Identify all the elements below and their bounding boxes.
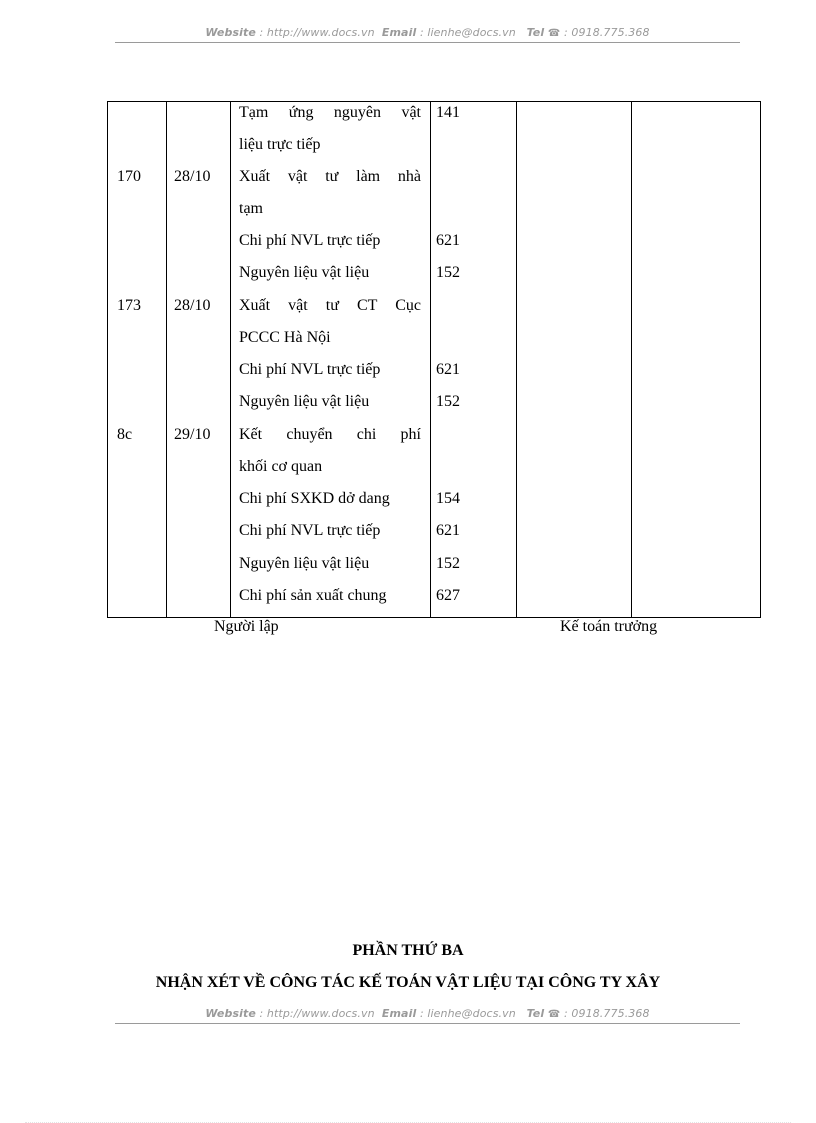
email-label: Email	[381, 26, 417, 39]
tel-value: : 0918.775.368	[564, 1007, 650, 1020]
table-row	[108, 193, 760, 225]
description: Chi phí sản xuất chung	[239, 587, 387, 604]
table-row	[108, 451, 760, 483]
website-label: Website	[205, 26, 256, 39]
table-row	[108, 386, 760, 418]
account-code: 621	[436, 232, 460, 249]
table-row	[108, 290, 760, 322]
description: Chi phí SXKD dở dang	[239, 490, 390, 507]
description: Nguyên liệu vật liệu	[239, 264, 370, 281]
voucher-date: 28/10	[174, 168, 211, 185]
table-row	[108, 354, 760, 386]
phone-icon: ☎	[547, 28, 561, 39]
voucher-number: 173	[117, 297, 141, 314]
table-row	[108, 515, 760, 547]
section-title: NHẬN XÉT VỀ CÔNG TÁC KẾ TOÁN VẬT LIỆU TẠI CÔNG TY XÂY	[155, 974, 661, 991]
account-code: 621	[436, 522, 460, 539]
table-row	[108, 161, 760, 193]
website-label: Website	[205, 1007, 256, 1020]
account-code: 154	[436, 490, 460, 507]
table-row	[108, 257, 760, 289]
voucher-date: 28/10	[174, 297, 211, 314]
website-url[interactable]: : http://www.docs.vn	[259, 1007, 375, 1020]
account-code: 141	[436, 104, 460, 121]
tel-value: : 0918.775.368	[564, 26, 650, 39]
phone-icon: ☎	[547, 1009, 561, 1020]
description: Tạm ứng nguyên vật	[239, 104, 421, 121]
description: liệu trực tiếp	[239, 136, 321, 153]
table-row	[108, 225, 760, 257]
description: Chi phí NVL trực tiếp	[239, 232, 381, 249]
email-value[interactable]: : lienhe@docs.vn	[419, 26, 516, 39]
description: Xuất vật tư làm nhà	[239, 168, 421, 185]
chief-accountant-signature-label: Kế toán trưởng	[560, 618, 658, 635]
description: PCCC Hà Nội	[239, 329, 331, 346]
page-header-repeat	[115, 1007, 740, 1024]
voucher-number: 8c	[117, 426, 133, 443]
description: Chi phí NVL trực tiếp	[239, 522, 381, 539]
table-row	[108, 97, 760, 129]
description: Nguyên liệu vật liệu	[239, 393, 370, 410]
description: Chi phí NVL trực tiếp	[239, 361, 381, 378]
tel-label: Tel	[526, 1007, 545, 1020]
table-row	[108, 129, 760, 161]
table-row	[108, 483, 760, 515]
page-header	[115, 26, 740, 43]
table-row	[108, 548, 760, 580]
table-row	[108, 419, 760, 451]
section-part-heading: PHẦN THỨ BA	[352, 942, 464, 959]
email-label: Email	[381, 1007, 417, 1020]
description: tạm	[239, 200, 263, 217]
account-code: 152	[436, 264, 460, 281]
voucher-date: 29/10	[174, 426, 211, 443]
table-row	[108, 580, 760, 612]
table-row	[108, 322, 760, 354]
voucher-number: 170	[117, 168, 141, 185]
description: khối cơ quan	[239, 458, 323, 475]
tel-label: Tel	[526, 26, 545, 39]
description: Kết chuyển chi phí	[239, 426, 421, 443]
description: Xuất vật tư CT Cục	[239, 297, 421, 314]
email-value[interactable]: : lienhe@docs.vn	[419, 1007, 516, 1020]
account-code: 152	[436, 555, 460, 572]
account-code: 627	[436, 587, 460, 604]
description: Nguyên liệu vật liệu	[239, 555, 370, 572]
preparer-signature-label: Người lập	[214, 618, 279, 635]
account-code: 152	[436, 393, 460, 410]
account-code: 621	[436, 361, 460, 378]
website-url[interactable]: : http://www.docs.vn	[259, 26, 375, 39]
ledger-table	[107, 101, 761, 618]
